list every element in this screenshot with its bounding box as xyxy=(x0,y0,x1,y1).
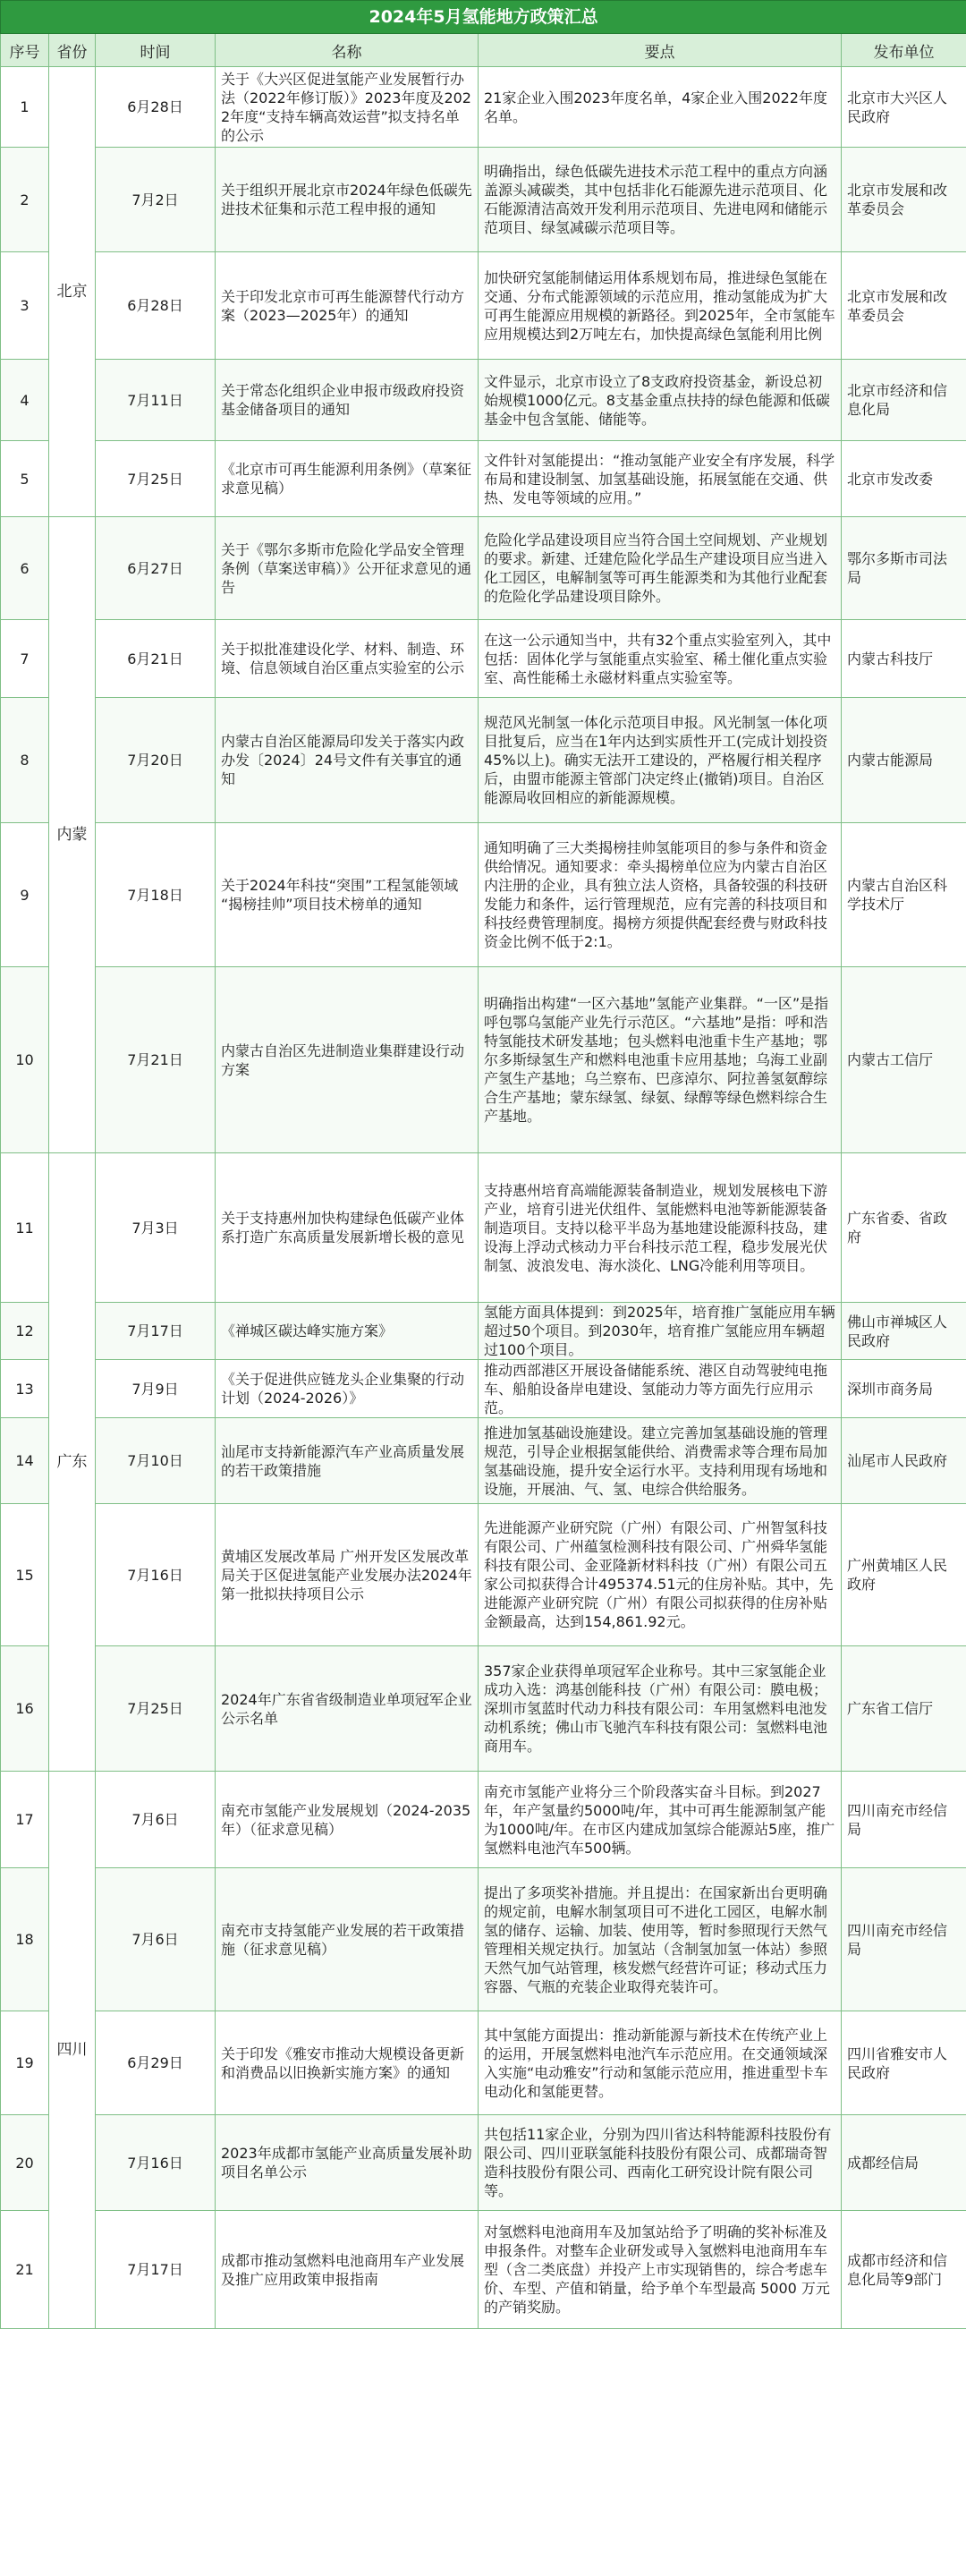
cell-points: 对氢燃料电池商用车及加氢站给予了明确的奖补标准及申报条件。对整车企业研发或导入氢燃料电池商用车车型（含二类底盘）并投产上市实现销售的，综合考虑车价、车型、产值和销量，给予单个车型最高 5000 万元的产销奖励。 xyxy=(479,2211,842,2329)
cell-name: 成都市推动氢燃料电池商用车产业发展及推广应用政策申报指南 xyxy=(216,2211,479,2329)
cell-no: 16 xyxy=(1,1646,49,1772)
cell-publisher: 北京市大兴区人民政府 xyxy=(842,67,966,148)
cell-no: 18 xyxy=(1,1868,49,2011)
cell-name: 关于印发北京市可再生能源替代行动方案（2023—2025年）的通知 xyxy=(216,252,479,360)
cell-points: 21家企业入围2023年度名单，4家企业入围2022年度名单。 xyxy=(479,67,842,148)
header-name: 名称 xyxy=(216,34,479,67)
table-row xyxy=(1,517,966,620)
cell-name: 关于常态化组织企业申报市级政府投资基金储备项目的通知 xyxy=(216,360,479,441)
cell-no: 8 xyxy=(1,698,49,823)
cell-time: 7月20日 xyxy=(96,698,216,823)
cell-points: 规范风光制氢一体化示范项目申报。风光制氢一体化项目批复后，应当在1年内达到实质性开工(完成计划投资45%以上)。确实无法开工建设的，严格履行相关程序后，由盟市能源主管部门决定终止(撤销)项目。自治区能源局收回相应的新能源规模。 xyxy=(479,698,842,823)
cell-time: 7月3日 xyxy=(96,1153,216,1303)
cell-no: 14 xyxy=(1,1418,49,1504)
table-row xyxy=(1,967,966,1153)
table-row xyxy=(1,441,966,517)
cell-points: 先进能源产业研究院（广州）有限公司、广州智氢科技有限公司、广州蕴氢检测科技有限公司、广州舜华氢能科技有限公司、金亚隆新材料科技（广州）有限公司五家公司拟获得合计495374.51元的住房补贴。其中，先进能源产业研究院（广州）有限公司拟获得的住房补贴金额最高，达到154,861.92元。 xyxy=(479,1504,842,1646)
cell-publisher: 四川南充市经信局 xyxy=(842,1868,966,2011)
cell-publisher: 北京市发改委 xyxy=(842,441,966,517)
table-row xyxy=(1,1868,966,2011)
cell-name: 关于《大兴区促进氢能产业发展暂行办法（2022年修订版）》2023年度及2022年度“支持车辆高效运营”拟支持名单的公示 xyxy=(216,67,479,148)
cell-name: 2024年广东省省级制造业单项冠军企业公示名单 xyxy=(216,1646,479,1772)
cell-points: 明确指出，绿色低碳先进技术示范工程中的重点方向涵盖源头减碳类，其中包括非化石能源先进示范项目、化石能源清洁高效开发利用示范项目、先进电网和储能示范项目、绿氢减碳示范项目等。 xyxy=(479,148,842,252)
cell-time: 7月2日 xyxy=(96,148,216,252)
table-row xyxy=(1,148,966,252)
cell-name: 关于2024年科技“突围”工程氢能领域 “揭榜挂帅”项目技术榜单的通知 xyxy=(216,823,479,967)
cell-name: 关于拟批准建设化学、材料、制造、环境、信息领域自治区重点实验室的公示 xyxy=(216,620,479,698)
cell-time: 6月27日 xyxy=(96,517,216,620)
cell-no: 13 xyxy=(1,1360,49,1418)
header-row xyxy=(1,34,966,67)
cell-publisher: 佛山市禅城区人民政府 xyxy=(842,1303,966,1360)
cell-time: 6月28日 xyxy=(96,67,216,148)
table-row xyxy=(1,1504,966,1646)
cell-name: 汕尾市支持新能源汽车产业高质量发展的若干政策措施 xyxy=(216,1418,479,1504)
cell-points: 南充市氢能产业将分三个阶段落实奋斗目标。到2027年，年产氢量约5000吨/年，其中可再生能源制氢产能为1000吨/年。在市区内建成加氢综合能源站5座，推广氢燃料电池汽车500辆。 xyxy=(479,1772,842,1868)
table-row xyxy=(1,67,966,148)
cell-publisher: 汕尾市人民政府 xyxy=(842,1418,966,1504)
cell-publisher: 成都市经济和信息化局等9部门 xyxy=(842,2211,966,2329)
cell-no: 6 xyxy=(1,517,49,620)
cell-province: 四川 xyxy=(49,1772,96,2329)
cell-time: 7月25日 xyxy=(96,1646,216,1772)
cell-time: 7月10日 xyxy=(96,1418,216,1504)
cell-publisher: 内蒙古科技厅 xyxy=(842,620,966,698)
cell-time: 6月21日 xyxy=(96,620,216,698)
cell-no: 3 xyxy=(1,252,49,360)
cell-province: 广东 xyxy=(49,1153,96,1772)
table-row xyxy=(1,1153,966,1303)
header-time: 时间 xyxy=(96,34,216,67)
cell-publisher: 北京市发展和改革委员会 xyxy=(842,148,966,252)
cell-no: 21 xyxy=(1,2211,49,2329)
table-row xyxy=(1,1646,966,1772)
cell-name: 关于印发《雅安市推动大规模设备更新和消费品以旧换新实施方案》的通知 xyxy=(216,2011,479,2115)
cell-name: 2023年成都市氢能产业高质量发展补助项目名单公示 xyxy=(216,2115,479,2211)
cell-time: 7月11日 xyxy=(96,360,216,441)
table-row xyxy=(1,698,966,823)
cell-no: 15 xyxy=(1,1504,49,1646)
cell-name: 《禅城区碳达峰实施方案》 xyxy=(216,1303,479,1360)
cell-time: 7月16日 xyxy=(96,2115,216,2211)
cell-points: 氢能方面具体提到：到2025年，培育推广氢能应用车辆超过50个项目。到2030年，培育推广氢能应用车辆超过100个项目。 xyxy=(479,1303,842,1360)
cell-points: 推动西部港区开展设备储能系统、港区自动驾驶纯电拖车、船舶设备岸电建设、氢能动力等方面先行应用示范。 xyxy=(479,1360,842,1418)
table-row xyxy=(1,1360,966,1418)
cell-publisher: 广东省委、省政府 xyxy=(842,1153,966,1303)
cell-time: 7月21日 xyxy=(96,967,216,1153)
cell-name: 关于组织开展北京市2024年绿色低碳先进技术征集和示范工程申报的通知 xyxy=(216,148,479,252)
table-title: 2024年5月氢能地方政策汇总 xyxy=(1,1,966,34)
cell-name: 黄埔区发展改革局 广州开发区发展改革局关于区促进氢能产业发展办法2024年第一批拟扶持项目公示 xyxy=(216,1504,479,1646)
table-row xyxy=(1,620,966,698)
table-row xyxy=(1,823,966,967)
cell-time: 7月16日 xyxy=(96,1504,216,1646)
cell-time: 6月29日 xyxy=(96,2011,216,2115)
cell-points: 危险化学品建设项目应当符合国土空间规划、产业规划的要求。新建、迁建危险化学品生产建设项目应当进入化工园区，电解制氢等可再生能源类和为其他行业配套的危险化学品建设项目除外。 xyxy=(479,517,842,620)
table-row xyxy=(1,360,966,441)
table-row xyxy=(1,2011,966,2115)
cell-publisher: 内蒙古自治区科学技术厅 xyxy=(842,823,966,967)
cell-points: 其中氢能方面提出：推动新能源与新技术在传统产业上的运用，开展氢燃料电池汽车示范应用。在交通领域深入实施“电动雅安”行动和氢能示范应用，推进重型卡车电动化和氢能更替。 xyxy=(479,2011,842,2115)
cell-no: 7 xyxy=(1,620,49,698)
cell-time: 7月6日 xyxy=(96,1772,216,1868)
cell-province: 北京 xyxy=(49,67,96,517)
cell-time: 6月28日 xyxy=(96,252,216,360)
cell-time: 7月6日 xyxy=(96,1868,216,2011)
cell-publisher: 成都经信局 xyxy=(842,2115,966,2211)
cell-publisher: 内蒙古工信厅 xyxy=(842,967,966,1153)
cell-no: 12 xyxy=(1,1303,49,1360)
cell-points: 通知明确了三大类揭榜挂帅氢能项目的参与条件和资金供给情况。通知要求：牵头揭榜单位应为内蒙古自治区内注册的企业，具有独立法人资格，具备较强的科技研发能力和条件，运行管理规范，应有完善的科技项目和科技经费管理制度。揭榜方须提供配套经费与财政科技资金比例不低于2:1。 xyxy=(479,823,842,967)
table-row xyxy=(1,252,966,360)
cell-name: 关于《鄂尔多斯市危险化学品安全管理条例（草案送审稿）》公开征求意见的通告 xyxy=(216,517,479,620)
cell-points: 推进加氢基础设施建设。建立完善加氢基础设施的管理规范，引导企业根据氢能供给、消费需求等合理布局加氢基础设施，提升安全运行水平。支持利用现有场地和设施，开展油、气、氢、电综合供给服务。 xyxy=(479,1418,842,1504)
cell-no: 4 xyxy=(1,360,49,441)
cell-name: 内蒙古自治区能源局印发关于落实内政办发〔2024〕24号文件有关事宜的通知 xyxy=(216,698,479,823)
cell-no: 2 xyxy=(1,148,49,252)
cell-name: 《关于促进供应链龙头企业集聚的行动计划（2024-2026）》 xyxy=(216,1360,479,1418)
header-province: 省份 xyxy=(49,34,96,67)
cell-name: 内蒙古自治区先进制造业集群建设行动方案 xyxy=(216,967,479,1153)
cell-publisher: 广州黄埔区人民政府 xyxy=(842,1504,966,1646)
cell-name: 关于支持惠州加快构建绿色低碳产业体系打造广东高质量发展新增长极的意见 xyxy=(216,1153,479,1303)
cell-points: 明确指出构建“一区六基地”氢能产业集群。“一区”是指呼包鄂乌氢能产业先行示范区。“六基地”是指：呼和浩特氢能技术研发基地；包头燃料电池重卡生产基地；鄂尔多斯绿氢生产和燃料电池重卡应用基地；乌海工业副产氢生产基地；乌兰察布、巴彦淖尔、阿拉善氢氨醇综合生产基地；蒙东绿氢、绿氨、绿醇等绿色燃料综合生产基地。 xyxy=(479,967,842,1153)
cell-points: 357家企业获得单项冠军企业称号。其中三家氢能企业成功入选：鸿基创能科技（广州）有限公司：膜电极；深圳市氢蓝时代动力科技有限公司：车用氢燃料电池发动机系统；佛山市飞驰汽车科技有限公司：氢燃料电池商用车。 xyxy=(479,1646,842,1772)
cell-name: 南充市支持氢能产业发展的若干政策措施（征求意见稿） xyxy=(216,1868,479,2011)
cell-points: 文件针对氢能提出：“推动氢能产业安全有序发展，科学布局和建设制氢、加氢基础设施，拓展氢能在交通、供热、发电等领域的应用。” xyxy=(479,441,842,517)
cell-no: 20 xyxy=(1,2115,49,2211)
cell-no: 5 xyxy=(1,441,49,517)
table-row xyxy=(1,2211,966,2329)
table-row xyxy=(1,1772,966,1868)
header-points: 要点 xyxy=(479,34,842,67)
cell-publisher: 内蒙古能源局 xyxy=(842,698,966,823)
cell-name: 南充市氢能产业发展规划（2024-2035年）（征求意见稿） xyxy=(216,1772,479,1868)
cell-time: 7月17日 xyxy=(96,2211,216,2329)
cell-no: 19 xyxy=(1,2011,49,2115)
cell-points: 支持惠州培育高端能源装备制造业，规划发展核电下游产业，培育引进光伏组件、氢能燃料电池等新能源装备制造项目。支持以稔平半岛为基地建设能源科技岛，建设海上浮动式核动力平台科技示范工程，稳步发展光伏制氢、波浪发电、海水淡化、LNG冷能利用等项目。 xyxy=(479,1153,842,1303)
cell-publisher: 北京市经济和信息化局 xyxy=(842,360,966,441)
cell-name: 《北京市可再生能源利用条例》（草案征求意见稿） xyxy=(216,441,479,517)
cell-no: 10 xyxy=(1,967,49,1153)
cell-no: 9 xyxy=(1,823,49,967)
cell-time: 7月18日 xyxy=(96,823,216,967)
cell-no: 11 xyxy=(1,1153,49,1303)
cell-points: 文件显示，北京市设立了8支政府投资基金，新设总初始规模1000亿元。8支基金重点扶持的绿色能源和低碳基金中包含氢能、储能等。 xyxy=(479,360,842,441)
cell-time: 7月17日 xyxy=(96,1303,216,1360)
cell-no: 17 xyxy=(1,1772,49,1868)
cell-publisher: 四川南充市经信局 xyxy=(842,1772,966,1868)
header-no: 序号 xyxy=(1,34,49,67)
cell-time: 7月25日 xyxy=(96,441,216,517)
table-row xyxy=(1,1303,966,1360)
cell-points: 共包括11家企业，分别为四川省达科特能源科技股份有限公司、四川亚联氢能科技股份有限公司、成都瑞奇智造科技股份有限公司、西南化工研究设计院有限公司等。 xyxy=(479,2115,842,2211)
cell-time: 7月9日 xyxy=(96,1360,216,1418)
table-row xyxy=(1,2115,966,2211)
cell-publisher: 北京市发展和改革委员会 xyxy=(842,252,966,360)
cell-publisher: 四川省雅安市人民政府 xyxy=(842,2011,966,2115)
cell-points: 在这一公示通知当中，共有32个重点实验室列入，其中包括：固体化学与氢能重点实验室、稀土催化重点实验室、高性能稀土永磁材料重点实验室等。 xyxy=(479,620,842,698)
header-publisher: 发布单位 xyxy=(842,34,966,67)
cell-province: 内蒙 xyxy=(49,517,96,1153)
cell-publisher: 鄂尔多斯市司法局 xyxy=(842,517,966,620)
cell-points: 加快研究氢能制储运用体系规划布局，推进绿色氢能在交通、分布式能源领域的示范应用，推动氢能成为扩大可再生能源应用规模的新路径。到2025年，全市氢能车应用规模达到2万吨左右，加快提高绿色氢能利用比例 xyxy=(479,252,842,360)
cell-points: 提出了多项奖补措施。并且提出：在国家新出台更明确的规定前，电解水制氢项目可不进化工园区，电解水制氢的储存、运输、加装、使用等，暂时参照现行天然气管理相关规定执行。加氢站（含制氢加氢一体站）参照天然气加气站管理，核发燃气经营许可证；移动式压力容器、气瓶的充装企业取得充装许可。 xyxy=(479,1868,842,2011)
table-row xyxy=(1,1418,966,1504)
cell-publisher: 广东省工信厅 xyxy=(842,1646,966,1772)
cell-no: 1 xyxy=(1,67,49,148)
cell-publisher: 深圳市商务局 xyxy=(842,1360,966,1418)
table-body xyxy=(1,67,966,2329)
